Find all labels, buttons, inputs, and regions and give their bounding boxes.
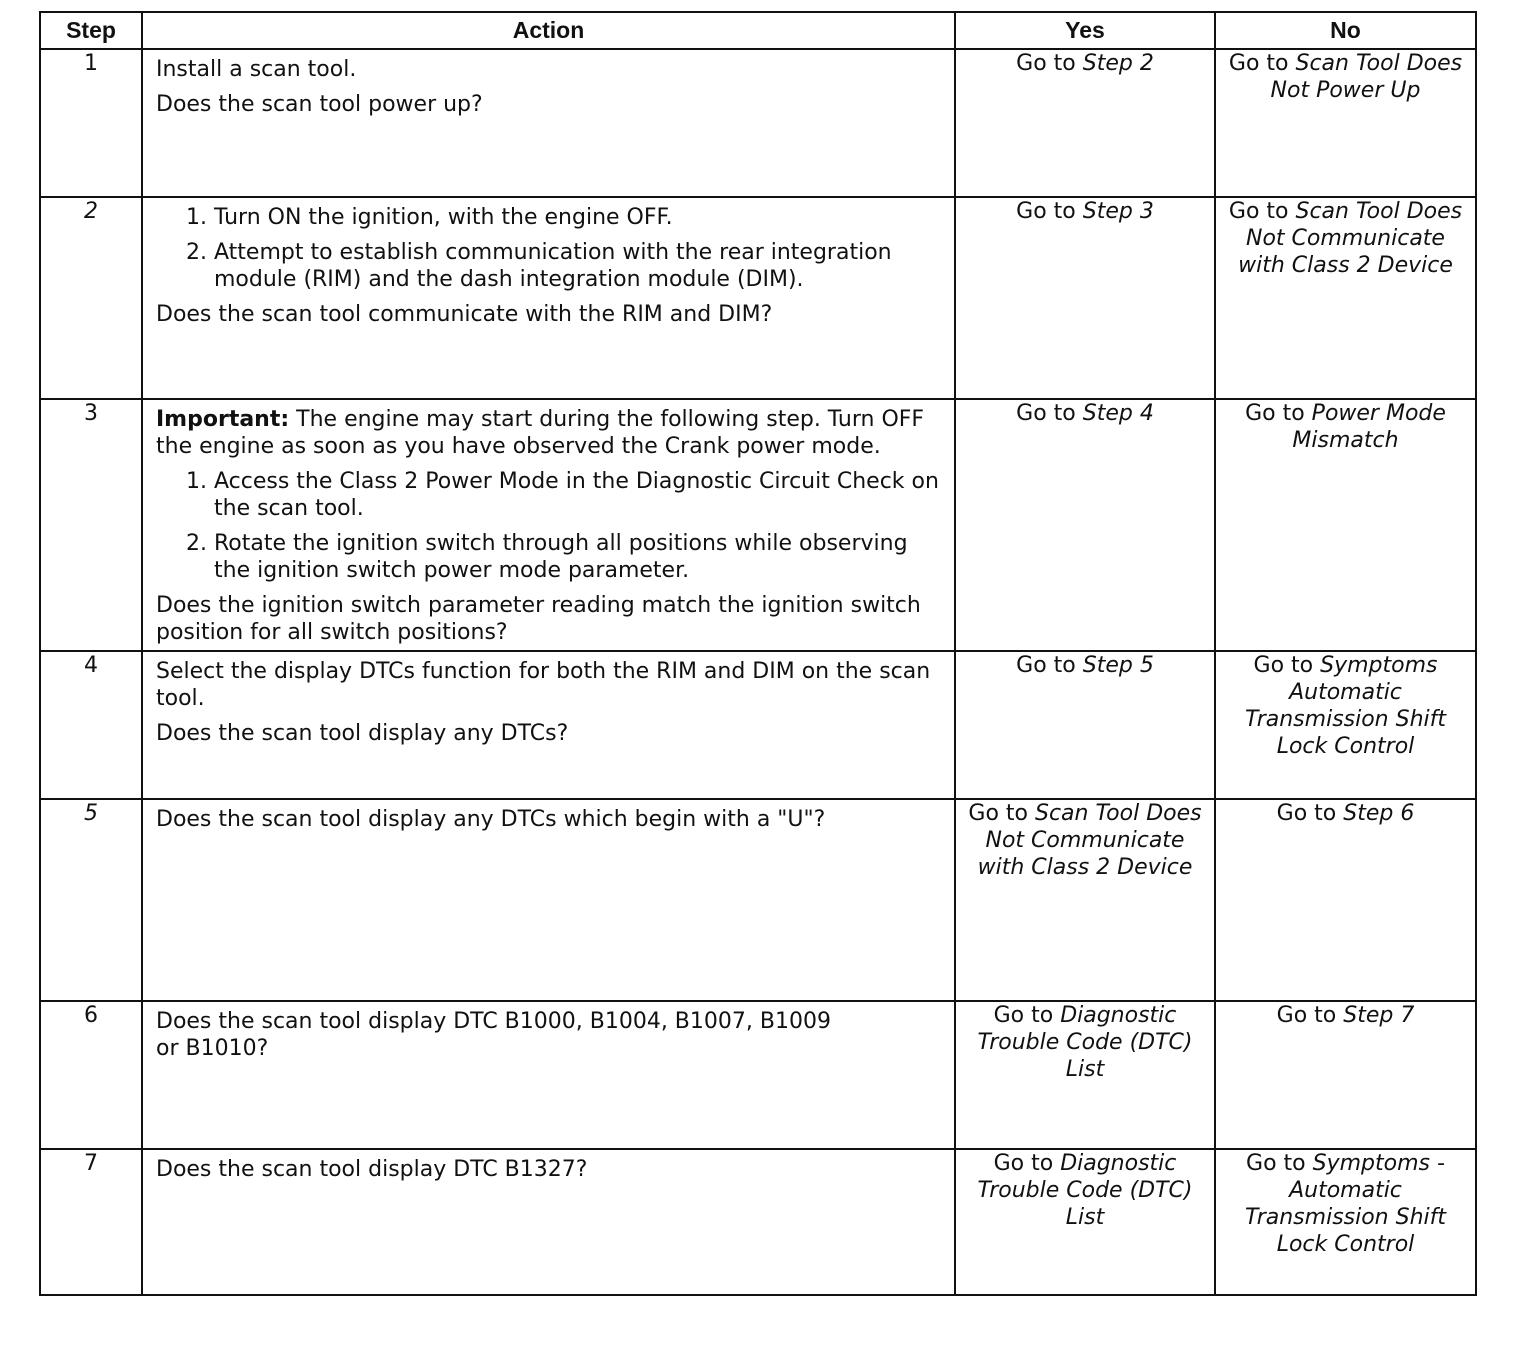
yes-cell — [955, 799, 1215, 1001]
action-question: Does the scan tool power up? — [156, 92, 483, 117]
no-cell — [1215, 651, 1476, 799]
action-cell — [142, 197, 955, 399]
action-step-item: 1. Turn ON the ignition, with the engine OFF. — [214, 204, 944, 231]
no-cell — [1215, 1001, 1476, 1149]
no-reference: Symptoms - Automatic Transmission Shift Lock Control — [1244, 1151, 1447, 1257]
action-instruction: Select the display DTCs function for both the RIM and DIM on the scan tool. — [156, 659, 931, 711]
yes-cell — [955, 197, 1215, 399]
action-cell — [142, 651, 955, 799]
table-row — [40, 1001, 1476, 1149]
table-row — [40, 399, 1476, 651]
header-yes: Yes — [955, 12, 1215, 49]
no-reference: Power Mode Mismatch — [1292, 401, 1446, 453]
no-reference: Step 6 — [1343, 801, 1415, 826]
yes-cell — [955, 399, 1215, 651]
table-row — [40, 49, 1476, 197]
step-number: 1 — [40, 49, 142, 197]
yes-prefix: Go to — [1016, 51, 1076, 76]
table-header-row — [40, 12, 1476, 49]
important-note — [156, 406, 944, 460]
step-number: 6 — [40, 1001, 142, 1149]
action-question: Does the scan tool display any DTCs which begin with a "U"? — [156, 807, 826, 832]
action-cell — [142, 799, 955, 1001]
no-reference: Scan Tool Does Not Communicate with Class 2 Device — [1238, 199, 1463, 278]
no-prefix: Go to — [1228, 51, 1289, 76]
action-step-item: 2. Attempt to establish communication with the rear integration module (RIM) and the dash integration module (DIM). — [214, 239, 944, 293]
action-steps-list — [156, 204, 944, 293]
no-reference: Scan Tool Does Not Power Up — [1270, 51, 1463, 103]
action-instruction: Install a scan tool. — [156, 57, 357, 82]
no-reference: Symptoms Automatic Transmission Shift Lock Control — [1244, 653, 1447, 759]
yes-prefix: Go to — [1016, 653, 1076, 678]
no-prefix: Go to — [1276, 1003, 1337, 1028]
yes-cell — [955, 49, 1215, 197]
no-prefix: Go to — [1276, 801, 1337, 826]
no-reference: Step 7 — [1343, 1003, 1415, 1028]
header-no: No — [1215, 12, 1476, 49]
yes-reference: Scan Tool Does Not Communicate with Class 2 Device — [977, 801, 1202, 880]
important-text: The engine may start during the following step. Turn OFF the engine as soon as you have observed the Crank power mode. — [156, 407, 925, 459]
no-prefix: Go to — [1246, 1151, 1306, 1176]
action-step-item: 1. Access the Class 2 Power Mode in the Diagnostic Circuit Check on the scan tool. — [214, 468, 944, 522]
action-cell — [142, 399, 955, 651]
no-prefix: Go to — [1253, 653, 1314, 678]
action-question: Does the scan tool display any DTCs? — [156, 721, 569, 746]
step-number: 2 — [40, 197, 142, 399]
yes-reference: Step 3 — [1082, 199, 1154, 224]
action-question: Does the scan tool display DTC B1000, B1004, B1007, B1009 or B1010? — [156, 1009, 831, 1061]
yes-prefix: Go to — [993, 1003, 1054, 1028]
step-number: 3 — [40, 399, 142, 651]
no-prefix: Go to — [1245, 401, 1305, 426]
action-question: Does the scan tool display DTC B1327? — [156, 1157, 588, 1182]
action-question: Does the scan tool communicate with the RIM and DIM? — [156, 302, 773, 327]
no-prefix: Go to — [1228, 199, 1289, 224]
table-row — [40, 1149, 1476, 1295]
no-cell — [1215, 799, 1476, 1001]
header-step: Step — [40, 12, 142, 49]
diagnostic-table — [39, 11, 1477, 1296]
yes-prefix: Go to — [968, 801, 1028, 826]
yes-reference: Step 2 — [1082, 51, 1154, 76]
yes-reference: Diagnostic Trouble Code (DTC) List — [977, 1003, 1193, 1082]
no-cell — [1215, 49, 1476, 197]
header-action: Action — [142, 12, 955, 49]
yes-prefix: Go to — [1016, 401, 1076, 426]
table-row — [40, 799, 1476, 1001]
step-number: 5 — [40, 799, 142, 1001]
no-cell — [1215, 1149, 1476, 1295]
yes-cell — [955, 1001, 1215, 1149]
yes-reference: Step 5 — [1082, 653, 1154, 678]
action-step-item: 2. Rotate the ignition switch through all positions while observing the ignition switch power mode parameter. — [214, 530, 944, 584]
table-row — [40, 651, 1476, 799]
no-cell — [1215, 399, 1476, 651]
action-steps-list — [156, 468, 944, 584]
action-cell — [142, 1001, 955, 1149]
step-number: 4 — [40, 651, 142, 799]
yes-reference: Step 4 — [1082, 401, 1154, 426]
yes-cell — [955, 1149, 1215, 1295]
yes-prefix: Go to — [993, 1151, 1054, 1176]
yes-prefix: Go to — [1016, 199, 1076, 224]
step-number: 7 — [40, 1149, 142, 1295]
no-cell — [1215, 197, 1476, 399]
yes-cell — [955, 651, 1215, 799]
action-cell — [142, 49, 955, 197]
yes-reference: Diagnostic Trouble Code (DTC) List — [977, 1151, 1193, 1230]
important-label: Important: — [156, 407, 290, 432]
action-cell — [142, 1149, 955, 1295]
table-row — [40, 197, 1476, 399]
action-question: Does the ignition switch parameter reading match the ignition switch position for all switch positions? — [156, 593, 921, 645]
